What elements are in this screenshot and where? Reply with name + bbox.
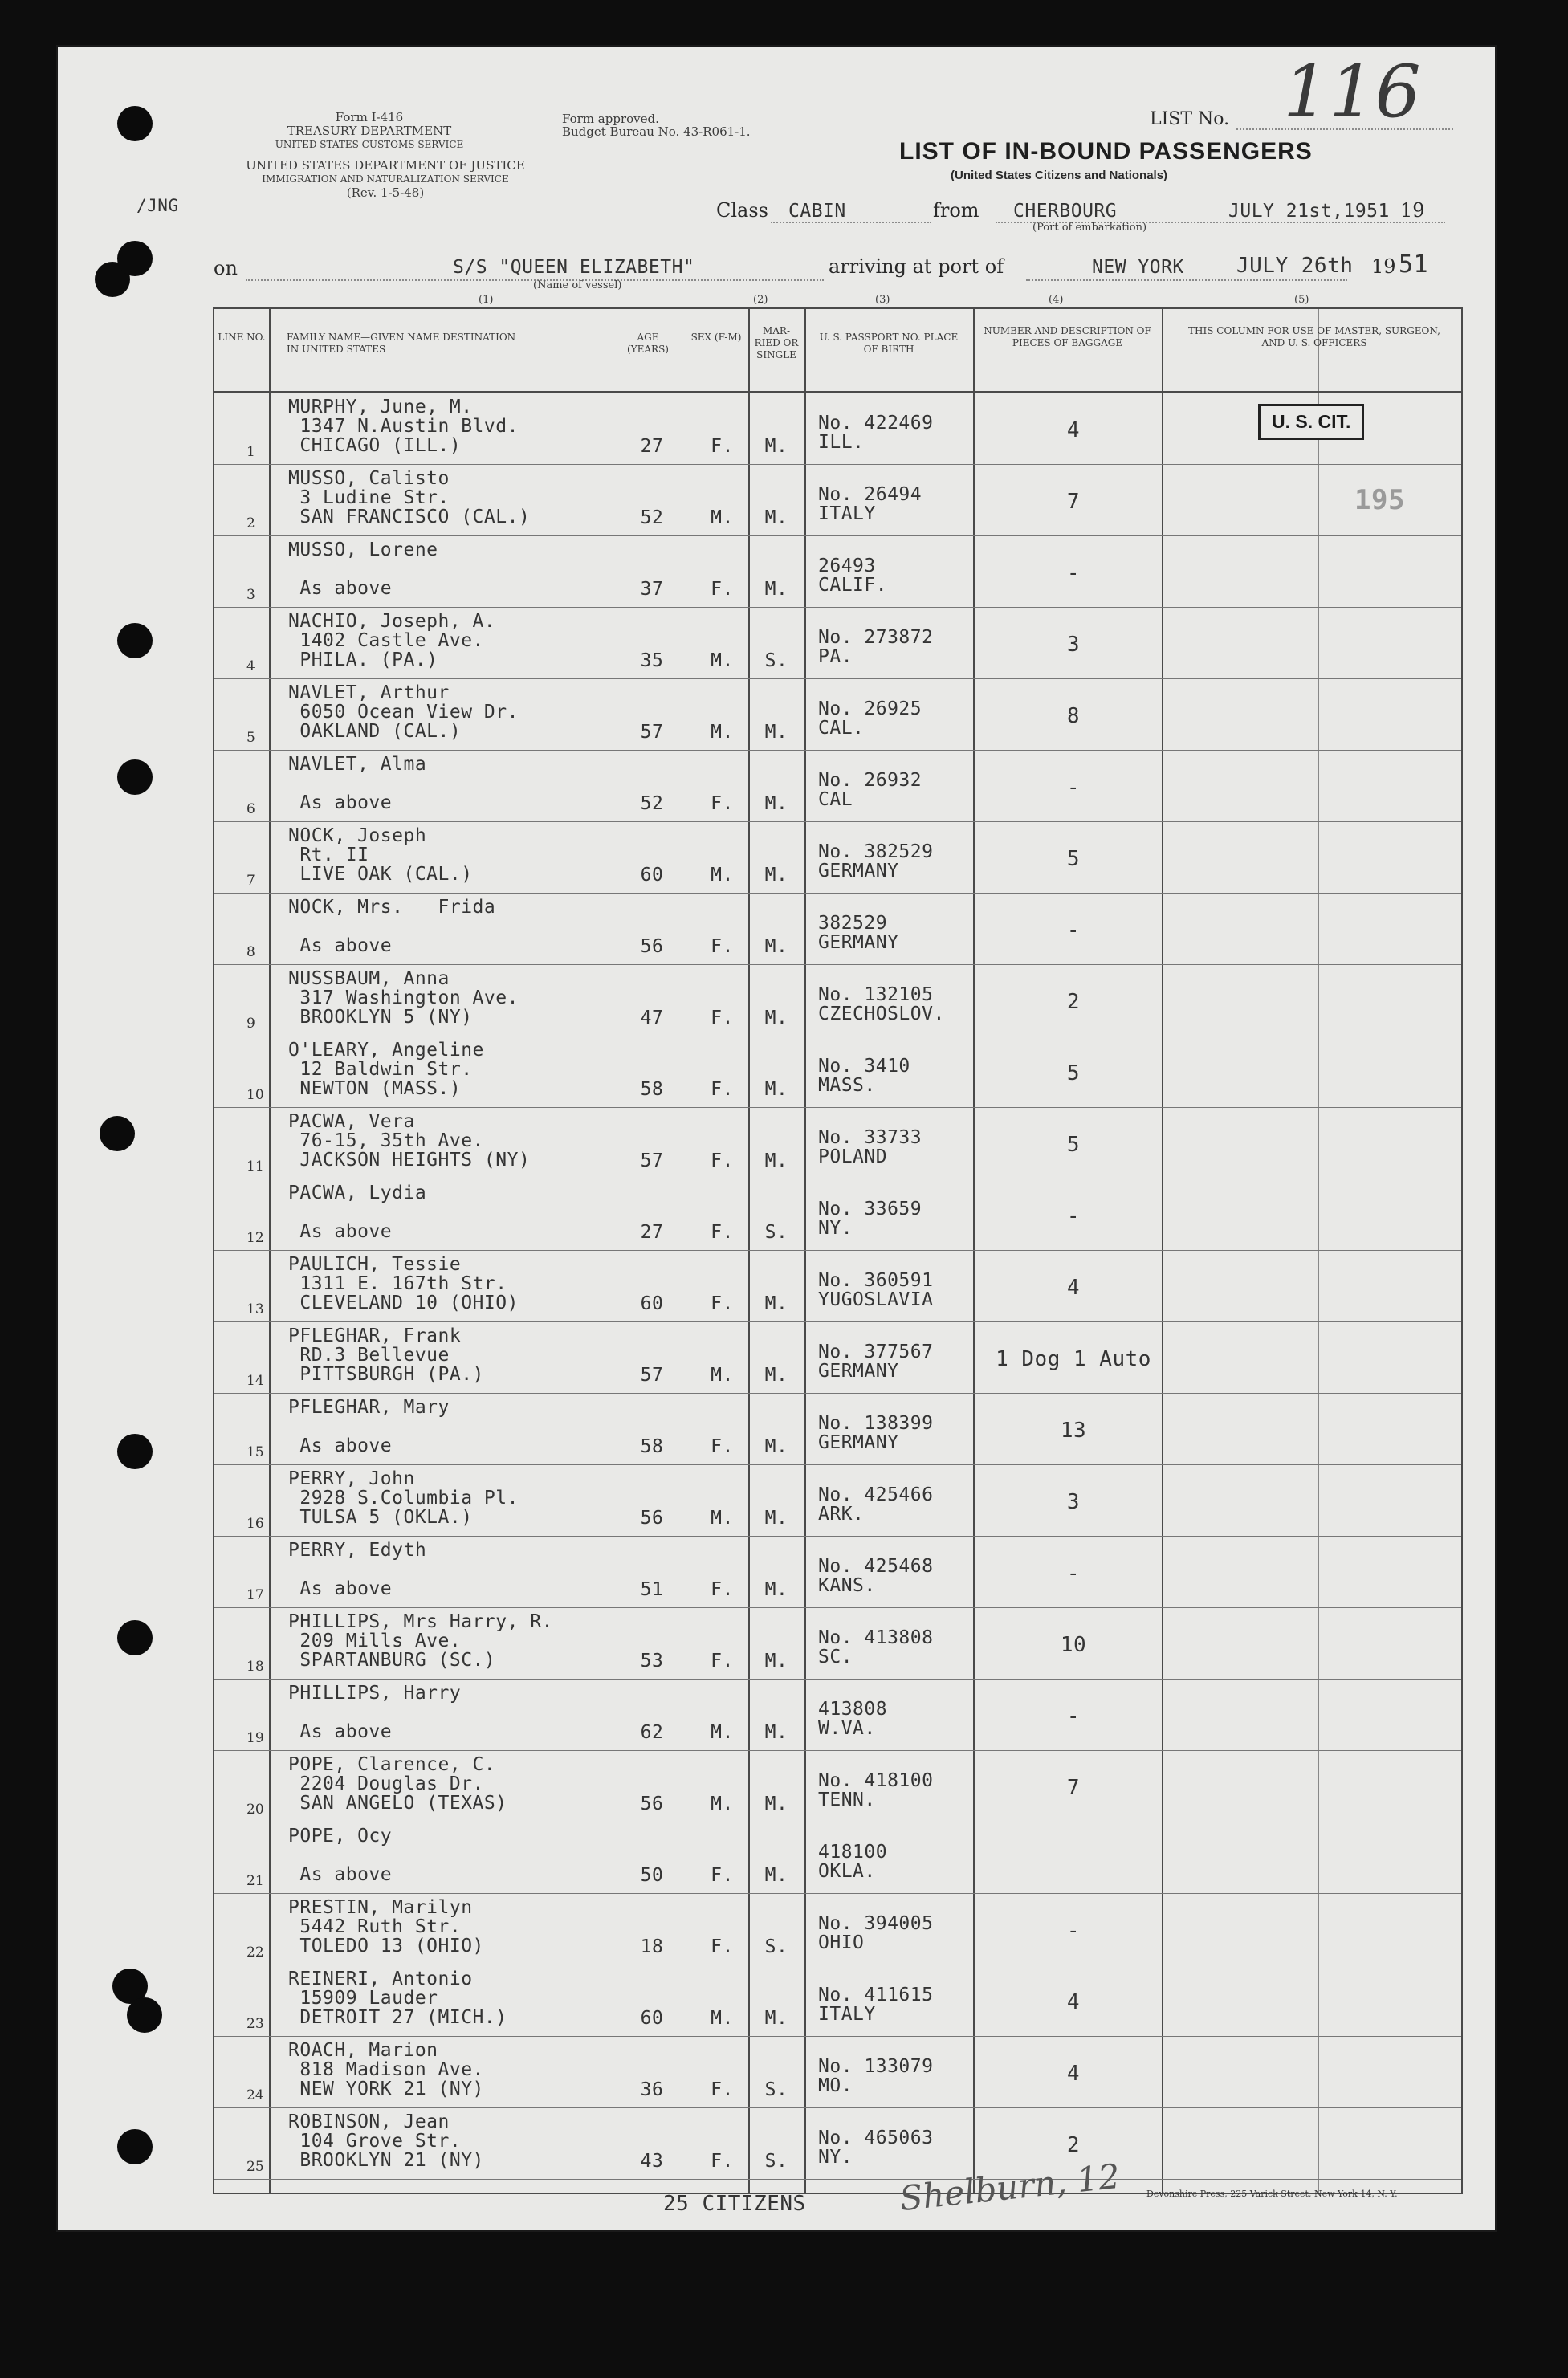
embarkation-date: JULY 21st,1951 [1228, 201, 1390, 222]
line-number: 18 [246, 1659, 264, 1675]
passenger-name-destination: NAVLET, Alma As above [288, 754, 427, 813]
passport-birthplace: No. 413808 SC. [818, 1627, 934, 1667]
passenger-age: 18 [640, 1936, 664, 1957]
passenger-sex: F. [711, 1079, 734, 1100]
passenger-marital-status: M. [764, 436, 788, 457]
passenger-sex: M. [711, 1508, 734, 1529]
arrival-port: NEW YORK [1092, 257, 1184, 278]
table-row [214, 2036, 1461, 2107]
arrival-year-prefix: 19 [1371, 255, 1396, 278]
col-marker: (1) [479, 294, 494, 306]
col-marker: (2) [753, 294, 768, 306]
passenger-name-destination: ROBINSON, Jean 104 Grove Str. BROOKLYN 21 (NY) [288, 2111, 484, 2171]
baggage-count: 7 [1066, 1776, 1081, 1800]
baggage-count: 4 [1066, 1990, 1081, 2014]
passenger-name-destination: POPE, Clarence, C. 2204 Douglas Dr. SAN ANGELO (TEXAS) [288, 1754, 507, 1814]
table-row [214, 678, 1461, 749]
baggage-count: 4 [1066, 418, 1081, 442]
col-header-passport: U. S. PASSPORT NO. PLACE OF BIRTH [819, 332, 959, 355]
passenger-age: 56 [640, 1508, 664, 1529]
passenger-marital-status: M. [764, 1008, 788, 1028]
baggage-count: - [1066, 1919, 1081, 1943]
passenger-sex: F. [711, 936, 734, 957]
passenger-sex: F. [711, 1651, 734, 1672]
line-number: 4 [246, 658, 255, 674]
table-row [214, 1179, 1461, 1249]
line-number: 10 [246, 1087, 264, 1103]
passenger-sex: F. [711, 1293, 734, 1314]
passenger-marital-status: M. [764, 1508, 788, 1529]
passenger-age: 52 [640, 793, 664, 814]
passenger-name-destination: NAVLET, Arthur 6050 Ocean View Dr. OAKLAND (CAL.) [288, 682, 519, 742]
department-of-justice: UNITED STATES DEPARTMENT OF JUSTICE [246, 158, 525, 173]
passenger-sex: M. [711, 865, 734, 886]
baggage-count: 7 [1066, 490, 1081, 514]
customs-service: UNITED STATES CUSTOMS SERVICE [275, 139, 464, 150]
passenger-age: 47 [640, 1008, 664, 1028]
col-marker: (5) [1294, 294, 1309, 306]
citizens-total: 25 CITIZENS [663, 2192, 806, 2216]
passenger-name-destination: MURPHY, June, M. 1347 N.Austin Blvd. CHICAGO (ILL.) [288, 397, 519, 456]
line-number: 20 [246, 1802, 264, 1818]
passport-birthplace: No. 465063 NY. [818, 2128, 934, 2168]
binder-hole [117, 1620, 153, 1655]
passenger-marital-status: M. [764, 865, 788, 886]
margin-initials: /JNG [136, 196, 179, 215]
binder-hole [100, 1116, 135, 1151]
passenger-name-destination: PAULICH, Tessie 1311 E. 167th Str. CLEVELAND 10 (OHIO) [288, 1254, 519, 1313]
passenger-age: 56 [640, 936, 664, 957]
passenger-sex: M. [711, 650, 734, 671]
passport-birthplace: No. 377567 GERMANY [818, 1342, 934, 1382]
page-subtitle: (United States Citizens and Nationals) [951, 169, 1168, 182]
passenger-sex: M. [711, 1794, 734, 1814]
list-no-label: LIST No. [1150, 109, 1230, 129]
passenger-age: 58 [640, 1436, 664, 1457]
treasury-department: TREASURY DEPARTMENT [287, 124, 452, 138]
baggage-count: 5 [1066, 847, 1081, 871]
baggage-count: 8 [1066, 704, 1081, 728]
vessel-name: S/S "QUEEN ELIZABETH" [453, 257, 695, 278]
passport-birthplace: No. 411615 ITALY [818, 1985, 934, 2025]
table-row [214, 1036, 1461, 1106]
baggage-count: 4 [1066, 1276, 1081, 1300]
table-row [214, 964, 1461, 1035]
col-header-baggage: NUMBER AND DESCRIPTION OF PIECES OF BAGGAGE [984, 325, 1151, 348]
table-row [214, 1464, 1461, 1535]
passenger-age: 27 [640, 1222, 664, 1243]
passenger-age: 53 [640, 1651, 664, 1672]
binder-hole [127, 1997, 162, 2033]
passenger-name-destination: O'LEARY, Angeline 12 Baldwin Str. NEWTON (MASS.) [288, 1040, 484, 1099]
col-marker: (3) [875, 294, 890, 306]
passenger-name-destination: PRESTIN, Marilyn 5442 Ruth Str. TOLEDO 13 (OHIO) [288, 1897, 484, 1957]
passport-birthplace: No. 418100 TENN. [818, 1770, 934, 1810]
passport-birthplace: No. 26925 CAL. [818, 698, 922, 739]
table-row [214, 2107, 1461, 2178]
passenger-marital-status: M. [764, 2008, 788, 2029]
table-row [214, 1679, 1461, 1749]
table-row [214, 1822, 1461, 1892]
table-row [214, 893, 1461, 963]
passenger-name-destination: PFLEGHAR, Frank RD.3 Bellevue PITTSBURGH (PA.) [288, 1325, 484, 1385]
arrival-date: JULY 26th [1236, 254, 1354, 278]
ins-label: IMMIGRATION AND NATURALIZATION SERVICE [262, 173, 509, 185]
baggage-count: 2 [1066, 990, 1081, 1014]
passenger-sex: F. [711, 1150, 734, 1171]
baggage-count: - [1066, 561, 1081, 585]
form-approved: Form approved. [562, 112, 659, 126]
line-number: 22 [246, 1944, 264, 1961]
passenger-name-destination: PHILLIPS, Mrs Harry, R. 209 Mills Ave. SPARTANBURG (SC.) [288, 1611, 553, 1671]
baggage-count: 10 [1060, 1633, 1087, 1657]
passenger-name-destination: PERRY, Edyth As above [288, 1540, 427, 1599]
table-row [214, 1536, 1461, 1606]
line-number: 17 [246, 1587, 264, 1603]
table-row [214, 821, 1461, 892]
passenger-marital-status: S. [764, 1936, 788, 1957]
binder-hole [117, 1434, 153, 1469]
passenger-sex: F. [711, 1436, 734, 1457]
baggage-count: - [1066, 1562, 1081, 1586]
passenger-sex: F. [711, 1008, 734, 1028]
col-header-married: MAR-RIED OR SINGLE [754, 325, 799, 360]
passenger-age: 62 [640, 1722, 664, 1743]
line-number: 7 [246, 873, 255, 889]
passenger-table [213, 307, 1463, 2194]
passenger-name-destination: ROACH, Marion 818 Madison Ave. NEW YORK 21 (NY) [288, 2040, 484, 2099]
line-number: 16 [246, 1516, 264, 1532]
passenger-age: 43 [640, 2151, 664, 2172]
passenger-sex: F. [711, 1222, 734, 1243]
baggage-count: - [1066, 1204, 1081, 1228]
passenger-sex: M. [711, 722, 734, 743]
passenger-age: 50 [640, 1865, 664, 1886]
line-number: 3 [246, 587, 255, 603]
revision-date: (Rev. 1-5-48) [346, 185, 425, 200]
passenger-age: 57 [640, 722, 664, 743]
passenger-name-destination: NOCK, Joseph Rt. II LIVE OAK (CAL.) [288, 825, 473, 885]
line-number: 23 [246, 2016, 264, 2032]
binder-hole [117, 241, 153, 276]
passport-birthplace: No. 26494 ITALY [818, 484, 922, 524]
table-row [214, 464, 1461, 535]
passenger-marital-status: M. [764, 793, 788, 814]
passport-birthplace: No. 394005 OHIO [818, 1913, 934, 1953]
baggage-count: 13 [1060, 1419, 1087, 1443]
passenger-marital-status: S. [764, 2079, 788, 2100]
passenger-marital-status: M. [764, 1150, 788, 1171]
passenger-age: 58 [640, 1079, 664, 1100]
passenger-age: 60 [640, 1293, 664, 1314]
passenger-name-destination: POPE, Ocy As above [288, 1826, 393, 1885]
col-header-age: AGE (YEARS) [627, 332, 669, 355]
line-number: 25 [246, 2159, 264, 2175]
table-row [214, 1107, 1461, 1178]
line-number: 8 [246, 944, 255, 960]
passport-birthplace: No. 3410 MASS. [818, 1056, 910, 1096]
col-marker: (4) [1049, 294, 1064, 306]
us-citizen-stamp: U. S. CIT. [1258, 404, 1364, 440]
passenger-age: 57 [640, 1150, 664, 1171]
passenger-age: 51 [640, 1579, 664, 1600]
passenger-marital-status: S. [764, 650, 788, 671]
officer-signature: Shelburn, 12 [898, 2156, 1122, 2219]
passenger-marital-status: M. [764, 1365, 788, 1386]
passenger-marital-status: M. [764, 1079, 788, 1100]
passenger-name-destination: MUSSO, Lorene As above [288, 540, 438, 599]
line-number: 11 [246, 1158, 264, 1175]
passenger-name-destination: PACWA, Lydia As above [288, 1183, 427, 1242]
arriving-label: arriving at port of [829, 255, 1004, 278]
passport-birthplace: No. 382529 GERMANY [818, 841, 934, 882]
budget-bureau: Budget Bureau No. 43-R061-1. [562, 124, 751, 139]
passenger-marital-status: M. [764, 507, 788, 528]
line-number: 21 [246, 1873, 264, 1889]
passenger-marital-status: M. [764, 1651, 788, 1672]
baggage-count: 5 [1066, 1133, 1081, 1157]
passport-birthplace: No. 132105 CZECHOSLOV. [818, 984, 945, 1024]
stamp-number: 195 [1354, 484, 1405, 516]
vessel-note: (Name of vessel) [533, 279, 622, 291]
passport-birthplace: No. 425466 ARK. [818, 1484, 934, 1525]
baggage-count: 3 [1066, 633, 1081, 657]
passport-birthplace: No. 422469 ILL. [818, 413, 934, 453]
embarkation-year-prefix: 19 [1400, 199, 1425, 222]
table-row [214, 1607, 1461, 1678]
passenger-name-destination: MUSSO, Calisto 3 Ludine Str. SAN FRANCISCO (CAL.) [288, 468, 531, 527]
col-header-name: FAMILY NAME—GIVEN NAME DESTINATION IN UNITED STATES [287, 332, 516, 355]
form-number: Form I-416 [335, 110, 404, 124]
baggage-count: - [1066, 918, 1081, 943]
line-number: 12 [246, 1230, 264, 1246]
line-number: 6 [246, 801, 255, 817]
baggage-count: 4 [1066, 2062, 1081, 2086]
printer-imprint: Devonshire Press, 225 Varick Street, New York 14, N. Y. [1146, 2189, 1398, 2199]
binder-hole [117, 623, 153, 658]
passenger-age: 60 [640, 865, 664, 886]
table-row [214, 1750, 1461, 1821]
port-embarkation-note: (Port of embarkation) [1032, 222, 1147, 234]
passport-birthplace: No. 360591 YUGOSLAVIA [818, 1270, 934, 1310]
passport-birthplace: No. 26932 CAL [818, 770, 922, 810]
passenger-age: 35 [640, 650, 664, 671]
passenger-sex: F. [711, 1865, 734, 1886]
table-row [214, 607, 1461, 678]
arrival-year: 51 [1399, 250, 1429, 279]
col-header-officers: THIS COLUMN FOR USE OF MASTER, SURGEON, AND U. S. OFFICERS [1188, 325, 1440, 348]
passenger-sex: M. [711, 2008, 734, 2029]
table-row [214, 1321, 1461, 1392]
port-of-embarkation: CHERBOURG [1013, 201, 1118, 222]
passenger-name-destination: NACHIO, Joseph, A. 1402 Castle Ave. PHILA. (PA.) [288, 611, 496, 670]
col-header-line: LINE NO. [218, 332, 266, 343]
passport-birthplace: No. 138399 GERMANY [818, 1413, 934, 1453]
table-row [214, 1393, 1461, 1464]
passenger-marital-status: M. [764, 722, 788, 743]
passenger-age: 56 [640, 1794, 664, 1814]
passenger-marital-status: M. [764, 1579, 788, 1600]
passenger-sex: F. [711, 1579, 734, 1600]
class-label: Class [716, 199, 768, 222]
line-number: 14 [246, 1373, 264, 1389]
baggage-count: 1 Dog 1 Auto [996, 1347, 1151, 1371]
passenger-marital-status: M. [764, 1436, 788, 1457]
passenger-age: 36 [640, 2079, 664, 2100]
binder-hole [117, 759, 153, 795]
line-number: 13 [246, 1301, 264, 1317]
table-row [214, 1965, 1461, 2035]
passenger-age: 60 [640, 2008, 664, 2029]
passenger-age: 27 [640, 436, 664, 457]
table-row [214, 1250, 1461, 1321]
table-row [214, 1893, 1461, 1964]
line-number: 1 [246, 444, 255, 460]
passenger-sex: F. [711, 579, 734, 600]
passport-birthplace: No. 273872 PA. [818, 627, 934, 667]
page-title: LIST OF IN-BOUND PASSENGERS [899, 138, 1313, 165]
passenger-marital-status: S. [764, 1222, 788, 1243]
passenger-name-destination: PACWA, Vera 76-15, 35th Ave. JACKSON HEIGHTS (NY) [288, 1111, 531, 1171]
baggage-count: 3 [1066, 1490, 1081, 1514]
on-label: on [214, 257, 238, 279]
line-number: 9 [246, 1016, 255, 1032]
passenger-name-destination: PHILLIPS, Harry As above [288, 1683, 462, 1742]
passenger-age: 57 [640, 1365, 664, 1386]
passenger-marital-status: M. [764, 579, 788, 600]
line-number: 19 [246, 1730, 264, 1746]
table-row [214, 535, 1461, 606]
passenger-marital-status: M. [764, 1722, 788, 1743]
passenger-sex: F. [711, 1936, 734, 1957]
passenger-sex: M. [711, 1365, 734, 1386]
passenger-age: 52 [640, 507, 664, 528]
passenger-marital-status: M. [764, 1794, 788, 1814]
passport-birthplace: 418100 OKLA. [818, 1842, 888, 1882]
passenger-name-destination: PFLEGHAR, Mary As above [288, 1397, 450, 1456]
passenger-name-destination: NUSSBAUM, Anna 317 Washington Ave. BROOKLYN 5 (NY) [288, 968, 519, 1028]
baggage-count: 2 [1066, 2133, 1081, 2157]
passenger-marital-status: S. [764, 2151, 788, 2172]
passenger-marital-status: M. [764, 1865, 788, 1886]
passport-birthplace: 26493 CALIF. [818, 556, 888, 596]
passenger-sex: M. [711, 507, 734, 528]
passport-birthplace: No. 133079 MO. [818, 2056, 934, 2096]
table-row [214, 750, 1461, 820]
passport-birthplace: No. 33659 NY. [818, 1199, 922, 1239]
passenger-sex: F. [711, 2079, 734, 2100]
passport-birthplace: No. 425468 KANS. [818, 1556, 934, 1596]
passport-birthplace: 382529 GERMANY [818, 913, 899, 953]
passenger-name-destination: NOCK, Mrs. Frida As above [288, 897, 496, 956]
passenger-age: 37 [640, 579, 664, 600]
col-header-sex: SEX (F-M) [690, 332, 742, 343]
baggage-count: 5 [1066, 1061, 1081, 1085]
baggage-count: - [1066, 1704, 1081, 1729]
line-number: 15 [246, 1444, 264, 1460]
passenger-sex: M. [711, 1722, 734, 1743]
line-number: 5 [246, 730, 255, 746]
baggage-count: - [1066, 776, 1081, 800]
passport-birthplace: 413808 W.VA. [818, 1699, 888, 1739]
binder-hole [117, 106, 153, 141]
passenger-sex: F. [711, 793, 734, 814]
passenger-name-destination: PERRY, John 2928 S.Columbia Pl. TULSA 5 (OKLA.) [288, 1468, 519, 1528]
passenger-sex: F. [711, 2151, 734, 2172]
passenger-sex: F. [711, 436, 734, 457]
passenger-marital-status: M. [764, 1293, 788, 1314]
from-label: from [933, 199, 979, 222]
class-value: CABIN [788, 201, 846, 222]
binder-hole [117, 2129, 153, 2164]
line-number: 2 [246, 515, 255, 531]
passenger-name-destination: REINERI, Antonio 15909 Lauder DETROIT 27 (MICH.) [288, 1969, 507, 2028]
list-number-handwritten: 116 [1283, 50, 1421, 134]
passenger-marital-status: M. [764, 936, 788, 957]
passport-birthplace: No. 33733 POLAND [818, 1127, 922, 1167]
line-number: 24 [246, 2087, 264, 2103]
